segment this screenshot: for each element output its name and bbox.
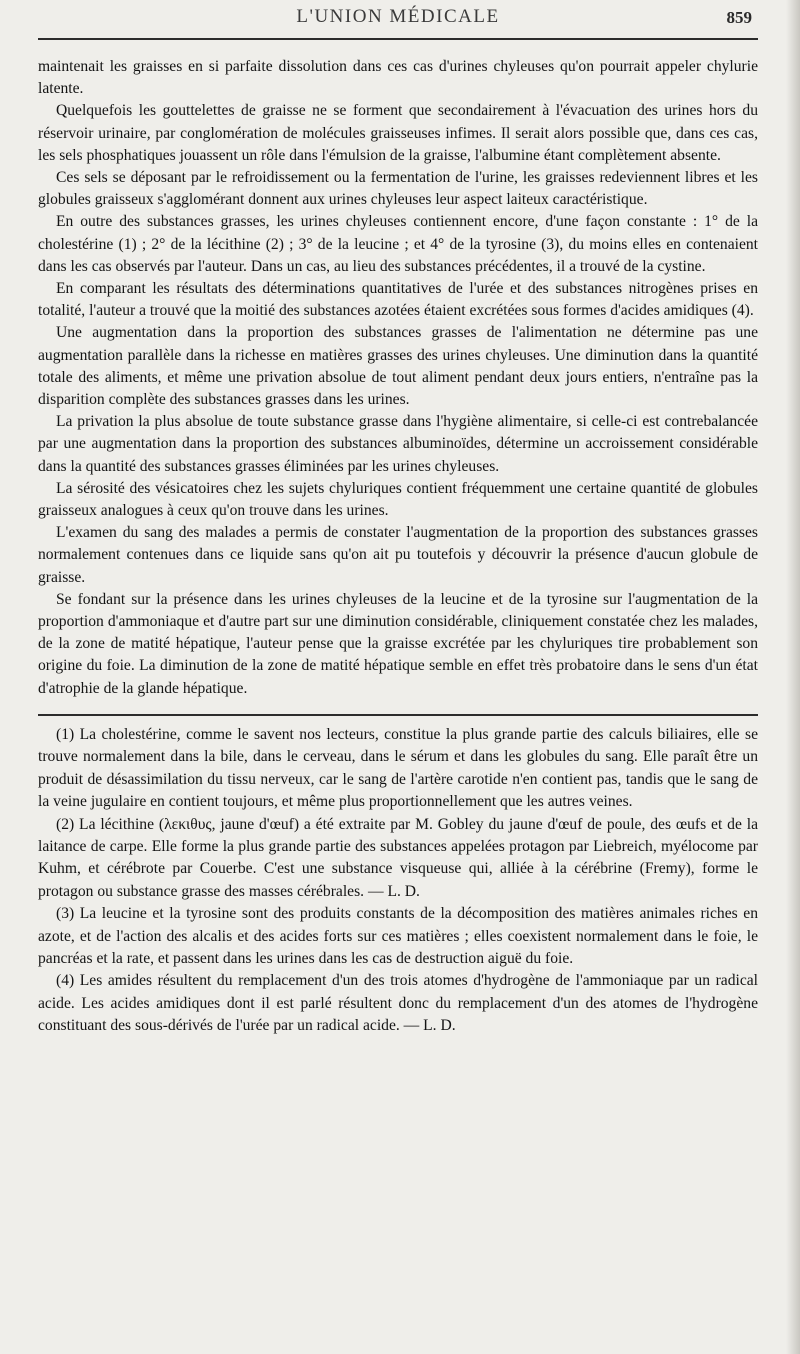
running-title: L'UNION MÉDICALE [296, 6, 500, 27]
body-paragraph-10: Se fondant sur la présence dans les urines chyleuses de la leucine et de la tyrosine sur l'augmentation de la proportion d'ammoniaque et d'autre part sur une diminution considérable, cliniquement constatée chez les malades, de la zone de matité hépatique, l'auteur pense que la graisse excrétée par les chyluriques tire probablement son origine du foie. La diminution de la zone de matité hépatique semble en effet très probatoire dans le sens d'un état d'atrophie de la glande hépatique. [38, 590, 758, 697]
body-paragraph-1: maintenait les graisses en si parfaite dissolution dans ces cas d'urines chyleuses qu'on pourrait appeler chylurie latente. [38, 58, 758, 98]
footnote-4: (4) Les amides résultent du remplacement d'un des trois atomes d'hydrogène de l'ammoniaque par un radical acide. Les acides amidiques dont il est parlé résultent donc du remplacement d'un des atomes de l'hydrogène constituant des sous-dérivés de l'urée par un radical acide. — L. D. [38, 972, 758, 1035]
body-paragraph-9: L'examen du sang des malades a permis de constater l'augmentation de la proportion des substances grasses normalement contenues dans ce liquide sans qu'on ait pu toutefois y découvrir la présence d'aucun globule de graisse. [38, 524, 758, 586]
paper-edge-shadow [786, 0, 800, 1354]
page-header [38, 0, 758, 38]
body-paragraph-6: Une augmentation dans la proportion des substances grasses de l'alimentation ne détermine pas une augmentation parallèle dans la richesse en matières grasses des urines chyleuses. Une diminution dans la quantité totale des aliments, et même une privation absolue de tout aliment pendant deux jours entiers, n'entraîne pas la disparition complète des substances grasses dans les urines. [38, 324, 758, 409]
body-paragraph-7: La privation la plus absolue de toute substance grasse dans l'hygiène alimentaire, si celle-ci est contrebalancée par une augmentation dans la proportion des substances albuminoïdes, détermine un accroissement considérable dans la quantité des substances grasses éliminées par les urines chyleuses. [38, 413, 758, 475]
body-paragraph-2: Quelquefois les gouttelettes de graisse ne se forment que secondairement à l'évacuation des urines hors du réservoir urinaire, par conglomération de molécules graisseuses infimes. Il serait alors possible que, dans ces cas, les sels phosphatiques jouassent un rôle dans l'émulsion de la graisse, l'albumine étant complètement absente. [38, 102, 758, 164]
body-paragraph-3: Ces sels se déposant par le refroidissement ou la fermentation de l'urine, les graisses redeviennent libres et les globules graisseux s'agglomérant donnent aux urines chyleuses leur aspect laiteux caractéristique. [38, 169, 758, 209]
footnote-1: (1) La cholestérine, comme le savent nos lecteurs, constitue la plus grande partie des calculs biliaires, elle se trouve normalement dans la bile, dans le cerveau, dans le sérum et dans les globules du sang. Elle paraît être un produit de désassimilation du tissu nerveux, car le sang de l'artère carotide n'en contient pas, tandis que le sang de la veine jugulaire en contient toujours, et même plus proportionnellement que les autres veines. [38, 725, 758, 811]
article-body [38, 56, 758, 700]
body-paragraph-4: En outre des substances grasses, les urines chyleuses contiennent encore, d'une façon constante : 1° de la cholestérine (1) ; 2° de la lécithine (2) ; 3° de la leucine ; et 4° de la tyrosine (3), du moins elles en contenaient dans les cas observés par l'auteur. Dans un cas, au lieu des substances précédentes, il a trouvé de la cystine. [38, 213, 758, 275]
body-paragraph-5: En comparant les résultats des déterminations quantitatives de l'urée et des substances nitrogènes prises en totalité, l'auteur a trouvé que la moitié des substances azotées étaient excrétées sous formes d'acides amidiques (4). [38, 280, 758, 320]
footnotes [38, 724, 758, 1038]
footnote-separator [38, 714, 758, 716]
body-paragraph-8: La sérosité des vésicatoires chez les sujets chyluriques contient fréquemment une certaine quantité de globules graisseux analogues à ceux qu'on trouve dans les urines. [38, 479, 758, 520]
footnote-2: (2) La lécithine (λεκιθυς, jaune d'œuf) a été extraite par M. Gobley du jaune d'œuf de poule, des œufs et de la laitance de carpe. Elle forme la plus grande partie des substances appelées protagon par Liebreich, myélocome par Kuhm, et cérébrote par Couerbe. C'est une substance visqueuse qui, alliée à la cérébrine (Fremy), forme le protagon ou substance grasse des masses cérébrales. — L. D. [38, 815, 758, 900]
header-rule [38, 38, 758, 40]
page-number: 859 [726, 8, 752, 27]
footnote-3: (3) La leucine et la tyrosine sont des produits constants de la décomposition des matières animales riches en azote, et de l'action des alcalis et des acides forts sur ces matières ; elles coexistent normalement dans le foie, le pancréas et la rate, et passent dans les urines dans les cas de destruction aiguë du foie. [38, 905, 758, 967]
